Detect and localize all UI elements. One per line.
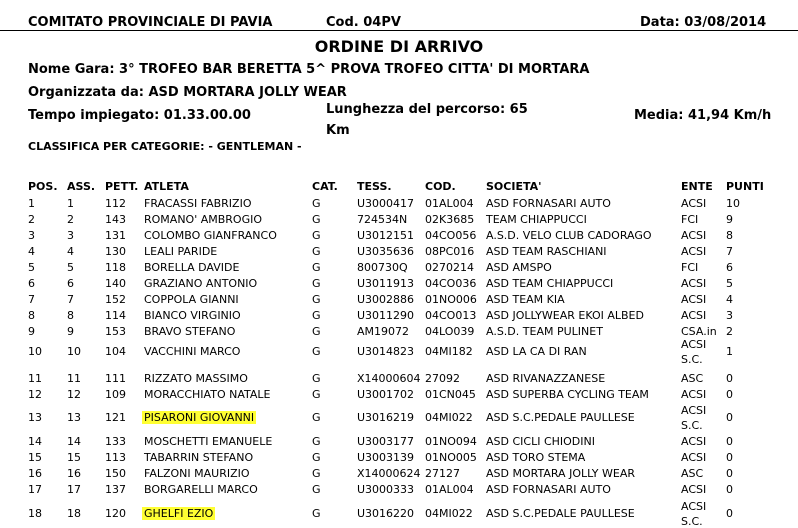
col-cat-cell: G <box>312 293 321 306</box>
page-title: ORDINE DI ARRIVO <box>314 37 484 56</box>
col-tess-cell: U3035636 <box>357 245 415 258</box>
col-ente-cell: ACSI <box>681 500 707 513</box>
col-pett-cell: 130 <box>105 245 126 258</box>
col-punti-cell: 9 <box>726 213 733 226</box>
col-atleta-cell: PISARONI GIOVANNI <box>144 411 255 424</box>
col-punti-cell: 0 <box>726 507 733 520</box>
col-pos-cell: 14 <box>28 435 42 448</box>
col-tess-cell: U3011913 <box>357 277 415 290</box>
committee-name: COMITATO PROVINCIALE DI PAVIA <box>28 15 273 30</box>
col-punti-cell: 0 <box>726 451 733 464</box>
col-punti-cell: 5 <box>726 277 733 290</box>
col-cat-cell: G <box>312 388 321 401</box>
col-pos-cell: 8 <box>28 309 35 322</box>
col-societa-cell: ASD JOLLYWEAR EKOI ALBED <box>486 309 644 322</box>
col-ente-cell: ACSI <box>681 435 707 448</box>
col-ass-cell: 9 <box>67 325 74 338</box>
col-ass-cell: 2 <box>67 213 74 226</box>
col-pett-cell: 112 <box>105 197 126 210</box>
col-societa-cell: TEAM CHIAPPUCCI <box>486 213 587 226</box>
col-pos-cell: 17 <box>28 483 42 496</box>
column-header-cod: COD. <box>425 180 456 193</box>
col-atleta-cell: GRAZIANO ANTONIO <box>144 277 258 290</box>
col-atleta-cell: BORELLA DAVIDE <box>144 261 240 274</box>
col-pos-cell: 7 <box>28 293 35 306</box>
col-ente-cell: ACSI <box>681 293 707 306</box>
col-atleta-cell: MOSCHETTI EMANUELE <box>144 435 273 448</box>
col-atleta-cell: COPPOLA GIANNI <box>144 293 239 306</box>
col-societa-cell: ASD TEAM RASCHIANI <box>486 245 607 258</box>
col-punti-cell: 1 <box>726 345 733 358</box>
col-tess-cell: U3011290 <box>357 309 415 322</box>
col-punti-cell: 3 <box>726 309 733 322</box>
col-cod-cell: 01AL004 <box>425 483 474 496</box>
header-rule <box>0 30 798 31</box>
col-societa-cell: ASD FORNASARI AUTO <box>486 483 611 496</box>
col-ente-cell: ACSI <box>681 388 707 401</box>
col-cat-cell: G <box>312 261 321 274</box>
col-ass-cell: 11 <box>67 372 81 385</box>
col-societa-cell: ASD SUPERBA CYCLING TEAM <box>486 388 649 401</box>
column-header-pos: POS. <box>28 180 58 193</box>
col-tess-cell: X14000604 <box>357 372 421 385</box>
col-ente-cell: ACSI <box>681 309 707 322</box>
col-tess-cell: 724534N <box>357 213 408 226</box>
race-average: Media: 41,94 Km/h <box>634 108 772 123</box>
col-atleta-cell: VACCHINI MARCO <box>144 345 241 358</box>
col-cod-cell: 27127 <box>425 467 460 480</box>
col-ass-cell: 10 <box>67 345 81 358</box>
col-pos-cell: 11 <box>28 372 42 385</box>
col-cat-cell: G <box>312 507 321 520</box>
col-pett-cell: 114 <box>105 309 126 322</box>
col-pos-cell: 2 <box>28 213 35 226</box>
col-cat-cell: G <box>312 277 321 290</box>
col-pos-cell: 12 <box>28 388 42 401</box>
col-atleta-cell: ROMANO' AMBROGIO <box>144 213 263 226</box>
col-pos-cell: 4 <box>28 245 35 258</box>
col-ente-line2-cell: S.C. <box>681 515 703 528</box>
col-punti-cell: 0 <box>726 388 733 401</box>
col-ente-cell: ASC <box>681 467 704 480</box>
col-societa-cell: ASD FORNASARI AUTO <box>486 197 611 210</box>
col-cat-cell: G <box>312 325 321 338</box>
col-punti-cell: 10 <box>726 197 740 210</box>
col-ente-cell: ACSI <box>681 229 707 242</box>
col-ente-cell: CSA.in <box>681 325 717 338</box>
col-cod-cell: 01NO005 <box>425 451 477 464</box>
col-cat-cell: G <box>312 245 321 258</box>
col-cod-cell: 0270214 <box>425 261 474 274</box>
column-header-punti: PUNTI <box>726 180 764 193</box>
race-time: Tempo impiegato: 01.33.00.00 <box>28 108 251 123</box>
col-tess-cell: U3012151 <box>357 229 415 242</box>
col-cod-cell: 01NO006 <box>425 293 477 306</box>
col-pett-cell: 113 <box>105 451 126 464</box>
col-atleta-cell: FRACASSI FABRIZIO <box>144 197 252 210</box>
col-cod-cell: 08PC016 <box>425 245 475 258</box>
col-ente-cell: ACSI <box>681 277 707 290</box>
column-header-atleta: ATLETA <box>144 180 189 193</box>
col-atleta-cell: GHELFI EZIO <box>144 507 214 520</box>
col-ass-cell: 3 <box>67 229 74 242</box>
col-ass-cell: 17 <box>67 483 81 496</box>
col-pett-cell: 131 <box>105 229 126 242</box>
col-pos-cell: 10 <box>28 345 42 358</box>
col-pos-cell: 5 <box>28 261 35 274</box>
col-ente-cell: ACSI <box>681 451 707 464</box>
col-cod-cell: 27092 <box>425 372 460 385</box>
col-ente-line2-cell: S.C. <box>681 419 703 432</box>
col-punti-cell: 8 <box>726 229 733 242</box>
col-ente-cell: FCI <box>681 261 699 274</box>
col-pett-cell: 143 <box>105 213 126 226</box>
col-ente-cell: ASC <box>681 372 704 385</box>
col-tess-cell: X14000624 <box>357 467 421 480</box>
col-ass-cell: 4 <box>67 245 74 258</box>
col-punti-cell: 0 <box>726 372 733 385</box>
col-cod-cell: 04CO056 <box>425 229 477 242</box>
document-code: Cod. 04PV <box>326 15 401 30</box>
col-societa-cell: ASD TEAM KIA <box>486 293 565 306</box>
col-tess-cell: U3003139 <box>357 451 415 464</box>
col-cod-cell: 01NO094 <box>425 435 477 448</box>
col-pos-cell: 6 <box>28 277 35 290</box>
col-atleta-cell: TABARRIN STEFANO <box>144 451 254 464</box>
race-length-unit: Km <box>326 123 350 138</box>
col-cod-cell: 04MI182 <box>425 345 473 358</box>
col-pos-cell: 13 <box>28 411 42 424</box>
col-atleta-cell: BIANCO VIRGINIO <box>144 309 241 322</box>
col-tess-cell: U3014823 <box>357 345 415 358</box>
col-ass-cell: 1 <box>67 197 74 210</box>
col-pett-cell: 137 <box>105 483 126 496</box>
col-cat-cell: G <box>312 411 321 424</box>
col-ente-cell: FCI <box>681 213 699 226</box>
col-pett-cell: 140 <box>105 277 126 290</box>
col-pett-cell: 120 <box>105 507 126 520</box>
col-tess-cell: AM19072 <box>357 325 410 338</box>
col-societa-cell: ASD S.C.PEDALE PAULLESE <box>486 411 635 424</box>
col-tess-cell: 800730Q <box>357 261 408 274</box>
col-pett-cell: 133 <box>105 435 126 448</box>
col-atleta-cell: COLOMBO GIANFRANCO <box>144 229 277 242</box>
col-cat-cell: G <box>312 309 321 322</box>
document-date: Data: 03/08/2014 <box>640 15 767 30</box>
col-punti-cell: 7 <box>726 245 733 258</box>
col-pett-cell: 121 <box>105 411 126 424</box>
col-atleta-cell: MORACCHIATO NATALE <box>144 388 271 401</box>
col-pett-cell: 109 <box>105 388 126 401</box>
col-societa-cell: ASD S.C.PEDALE PAULLESE <box>486 507 635 520</box>
classification-category: CLASSIFICA PER CATEGORIE: - GENTLEMAN - <box>28 140 302 153</box>
col-tess-cell: U3001702 <box>357 388 415 401</box>
race-organizer: Organizzata da: ASD MORTARA JOLLY WEAR <box>28 85 347 100</box>
col-cod-cell: 04CO036 <box>425 277 477 290</box>
col-cat-cell: G <box>312 213 321 226</box>
col-societa-cell: ASD MORTARA JOLLY WEAR <box>486 467 635 480</box>
col-ass-cell: 5 <box>67 261 74 274</box>
col-cod-cell: 01AL004 <box>425 197 474 210</box>
column-header-ass: ASS. <box>67 180 96 193</box>
column-header-societa: SOCIETA' <box>486 180 542 193</box>
col-pos-cell: 9 <box>28 325 35 338</box>
col-societa-cell: ASD LA CA DI RAN <box>486 345 587 358</box>
col-pos-cell: 15 <box>28 451 42 464</box>
col-cat-cell: G <box>312 435 321 448</box>
col-cod-cell: 01CN045 <box>425 388 476 401</box>
col-punti-cell: 0 <box>726 435 733 448</box>
col-ente-cell: ACSI <box>681 404 707 417</box>
col-ass-cell: 15 <box>67 451 81 464</box>
race-name: Nome Gara: 3° TROFEO BAR BERETTA 5^ PROVA TROFEO CITTA' DI MORTARA <box>28 62 590 77</box>
col-tess-cell: U3000417 <box>357 197 415 210</box>
col-punti-cell: 0 <box>726 411 733 424</box>
col-tess-cell: U3016219 <box>357 411 415 424</box>
col-pett-cell: 111 <box>105 372 126 385</box>
col-pett-cell: 152 <box>105 293 126 306</box>
col-societa-cell: A.S.D. TEAM PULINET <box>486 325 603 338</box>
col-societa-cell: ASD AMSPO <box>486 261 552 274</box>
col-punti-cell: 0 <box>726 483 733 496</box>
col-pett-cell: 150 <box>105 467 126 480</box>
col-punti-cell: 0 <box>726 467 733 480</box>
race-length: Lunghezza del percorso: 65 <box>326 102 528 117</box>
col-cod-cell: 04MI022 <box>425 507 473 520</box>
col-cat-cell: G <box>312 372 321 385</box>
col-atleta-cell: LEALI PARIDE <box>144 245 218 258</box>
col-ente-cell: ACSI <box>681 245 707 258</box>
col-ass-cell: 6 <box>67 277 74 290</box>
col-societa-cell: A.S.D. VELO CLUB CADORAGO <box>486 229 652 242</box>
col-societa-cell: ASD CICLI CHIODINI <box>486 435 595 448</box>
col-punti-cell: 4 <box>726 293 733 306</box>
col-cod-cell: 04LO039 <box>425 325 475 338</box>
column-header-tess: TESS. <box>357 180 392 193</box>
col-punti-cell: 2 <box>726 325 733 338</box>
col-ass-cell: 13 <box>67 411 81 424</box>
col-cat-cell: G <box>312 467 321 480</box>
col-ente-line2-cell: S.C. <box>681 353 703 366</box>
col-pos-cell: 16 <box>28 467 42 480</box>
col-atleta-cell: RIZZATO MASSIMO <box>144 372 248 385</box>
col-tess-cell: U3016220 <box>357 507 415 520</box>
col-punti-cell: 6 <box>726 261 733 274</box>
col-atleta-cell: FALZONI MAURIZIO <box>144 467 250 480</box>
col-cod-cell: 04MI022 <box>425 411 473 424</box>
col-cat-cell: G <box>312 229 321 242</box>
col-cat-cell: G <box>312 483 321 496</box>
col-cod-cell: 02K3685 <box>425 213 475 226</box>
col-atleta-cell: BORGARELLI MARCO <box>144 483 258 496</box>
col-ass-cell: 16 <box>67 467 81 480</box>
col-pos-cell: 18 <box>28 507 42 520</box>
col-ass-cell: 8 <box>67 309 74 322</box>
column-header-ente: ENTE <box>681 180 713 193</box>
col-ente-cell: ACSI <box>681 483 707 496</box>
col-ass-cell: 18 <box>67 507 81 520</box>
col-ente-cell: ACSI <box>681 338 707 351</box>
col-ass-cell: 12 <box>67 388 81 401</box>
col-tess-cell: U3002886 <box>357 293 415 306</box>
col-societa-cell: ASD TEAM CHIAPPUCCI <box>486 277 614 290</box>
col-tess-cell: U3000333 <box>357 483 415 496</box>
column-header-cat: CAT. <box>312 180 338 193</box>
column-header-pett: PETT. <box>105 180 139 193</box>
col-cat-cell: G <box>312 451 321 464</box>
col-pett-cell: 118 <box>105 261 126 274</box>
col-pos-cell: 3 <box>28 229 35 242</box>
col-pett-cell: 104 <box>105 345 126 358</box>
col-pett-cell: 153 <box>105 325 126 338</box>
col-cod-cell: 04CO013 <box>425 309 477 322</box>
col-cat-cell: G <box>312 197 321 210</box>
col-societa-cell: ASD TORO STEMA <box>486 451 586 464</box>
col-ass-cell: 14 <box>67 435 81 448</box>
col-ass-cell: 7 <box>67 293 74 306</box>
col-pos-cell: 1 <box>28 197 35 210</box>
col-ente-cell: ACSI <box>681 197 707 210</box>
col-societa-cell: ASD RIVANAZZANESE <box>486 372 606 385</box>
col-atleta-cell: BRAVO STEFANO <box>144 325 236 338</box>
col-tess-cell: U3003177 <box>357 435 415 448</box>
col-cat-cell: G <box>312 345 321 358</box>
